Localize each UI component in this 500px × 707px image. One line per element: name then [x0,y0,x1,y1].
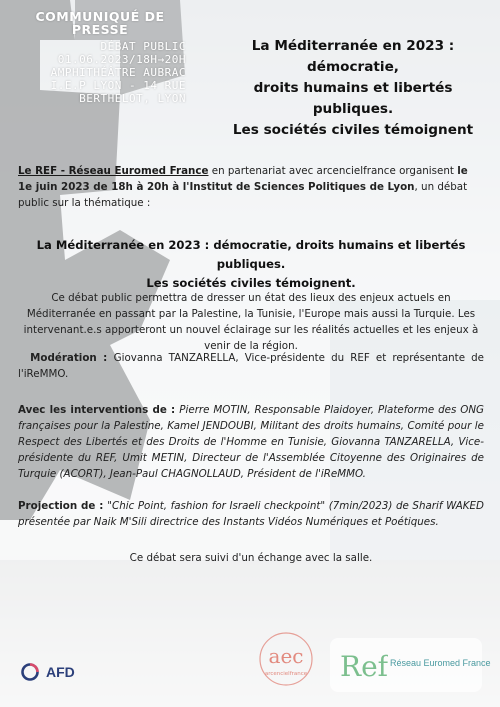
press-body [18,163,485,564]
press-label: COMMUNIQUÉ DE PRESSE [35,9,165,37]
moderation-label: Modération : [30,352,114,364]
description-paragraph: Ce débat public permettra de dresser un état des lieux des enjeux actuels en Méditerranée en passant par la Palestine, la Tunisie, l'Europe mais aussi la Turquie. Les intervenant.e.s apporteront un nouvel éclairage sur les réalités actuelles et les enjeux à venir de la région. [23,292,479,352]
ref-logo [330,638,491,692]
page-title [212,36,494,141]
page-title-line: droits humains et libertés publiques. [253,80,453,117]
event-info [51,40,186,105]
interventions-label: Avec les interventions de : [18,404,180,416]
ref-mark: Ref [340,650,388,683]
page-title-line: La Méditerranée en 2023 : démocratie, [251,38,455,75]
intro-paragraph [18,163,484,211]
debate-title-line: La Méditerranée en 2023 : démocratie, droits humains et libertés publiques. [36,238,466,271]
event-info-line: DÉBAT PUBLIC [100,40,186,53]
closing-paragraph: Ce débat sera suivi d'un échange avec la salle. [129,552,373,564]
ref-mark-icon [338,644,388,686]
interventions-paragraph [18,402,484,482]
page-title-line: Les sociétés civiles témoignent [232,122,474,138]
event-info-line: I.E.P LYON - 14 RUE [50,79,186,92]
debate-title [18,236,484,293]
intro-text: en partenariat avec arcencielfrance organisent [208,165,458,177]
projection-label: Projection de : [18,500,108,512]
aec-mark: aec [268,644,304,668]
afd-ring-icon [20,662,40,682]
intro-date-place: le 1e juin 2023 de 18h à 20h à l'Institut de Sciences Politiques de Lyon [18,165,468,193]
ref-label: Réseau Euromed France [390,658,491,668]
event-info-line: BERTHELOT, LYON [79,92,186,105]
projection-paragraph [18,498,484,530]
aec-logo [255,632,317,690]
ref-link[interactable]: Le REF - Réseau Euromed France [18,165,209,177]
afd-logo [20,662,75,682]
projection-text: "Chic Point, fashion for Israeli checkpoint" (7min/2023) de Sharif WAKED présentée par Naik M'Sili directrice des Instants Vidéos Numériques et Poétiques. [18,500,484,528]
afd-label: AFD [46,664,75,680]
moderation-text: Giovanna TANZARELLA, Vice-présidente du REF et représentante de l'iReMMO. [18,352,484,380]
aec-sub: arcencielfrance [264,671,308,677]
event-info-line: AMPHITHÉÂTRE AUBRAC [50,66,186,79]
moderation-paragraph [18,350,484,382]
debate-title-line: Les sociétés civiles témoignent. [146,276,356,290]
interventions-text: Pierre MOTIN, Responsable Plaidoyer, Plateforme des ONG françaises pour la Palestine, Kamel JENDOUBI, Militant des droits humains, Comité pour le Respect des Libertés et des Droits de l'Homme en Tunisie, Giovanna TANZARELLA, Vice-présidente du REF, Umit METIN, Directeur de l'Assemblée Citoyenne des Originaires de Turquie (ACORT), Jean-Paul CHAGNOLLAUD, Président de l'iReMMO. [18,404,485,480]
partner-logos [0,622,500,702]
intro-text-end: , un débat public sur la thématique : [18,181,468,209]
event-info-line: 01.06.2023/18H→20H [57,53,186,66]
